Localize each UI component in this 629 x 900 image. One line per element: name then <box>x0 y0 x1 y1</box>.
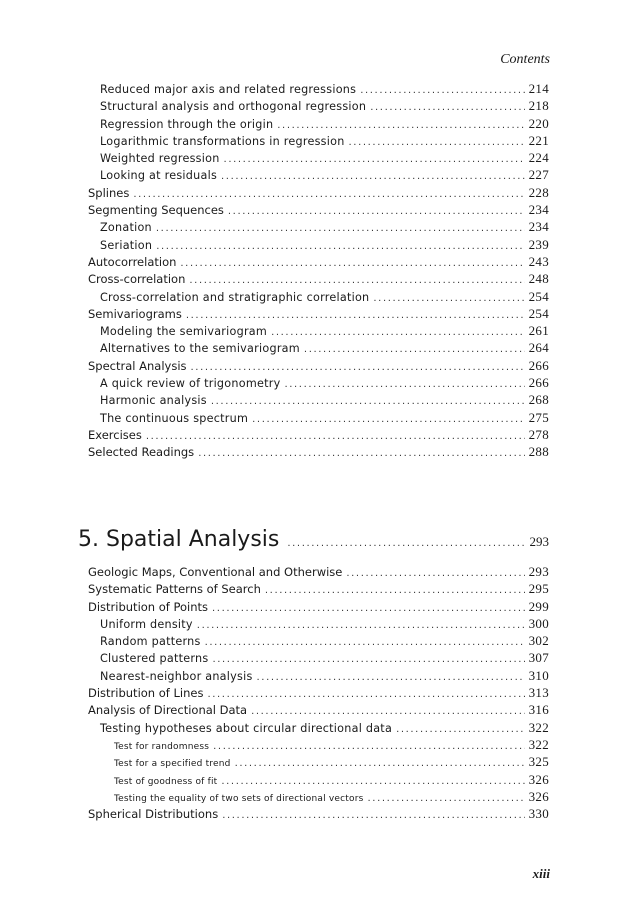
toc-entry-title: Spectral Analysis <box>88 358 187 373</box>
toc-entry[interactable] <box>88 270 549 287</box>
dot-leader <box>224 151 525 166</box>
toc-entry[interactable] <box>88 788 549 805</box>
toc-entry-title: Systematic Patterns of Search <box>88 582 261 597</box>
toc-entry-page: 214 <box>528 81 549 96</box>
toc-entry[interactable] <box>88 701 549 718</box>
toc-entry[interactable] <box>88 426 549 443</box>
running-header: Contents <box>500 52 550 67</box>
dot-leader <box>180 255 524 270</box>
toc-entry[interactable] <box>88 115 549 132</box>
dot-leader <box>221 168 525 183</box>
toc-entry-page: 221 <box>528 132 549 148</box>
toc-entry[interactable] <box>88 753 549 770</box>
toc-entry-title: Analysis of Directional Data <box>88 703 248 718</box>
dot-leader <box>360 82 524 97</box>
toc-entry-page: 268 <box>528 392 549 408</box>
dot-leader <box>257 669 525 684</box>
toc-entry-title: Semivariograms <box>88 306 182 321</box>
dot-leader <box>396 721 525 736</box>
toc-entry-title: Testing the equality of two sets of directional vectors <box>114 793 364 804</box>
toc-entry[interactable] <box>88 598 549 615</box>
toc-entry-title: Exercises <box>88 427 142 442</box>
dot-leader <box>189 272 524 287</box>
toc-entry[interactable] <box>88 391 549 408</box>
toc-entry-page: 302 <box>528 633 549 649</box>
toc-entry[interactable] <box>88 374 549 391</box>
toc-entry[interactable] <box>88 684 549 701</box>
toc-entry-title: The continuous spectrum <box>100 411 249 425</box>
dot-leader <box>221 773 524 788</box>
dot-leader <box>370 99 524 114</box>
toc-entry[interactable] <box>88 357 549 374</box>
dot-leader <box>211 393 525 408</box>
toc-entry[interactable] <box>88 322 549 339</box>
toc-entry-page: 293 <box>528 564 549 579</box>
toc-entry-title: Splines <box>88 185 130 200</box>
toc-entry-page: 310 <box>528 667 549 683</box>
toc-entry[interactable] <box>88 236 549 253</box>
toc-entry-page: 278 <box>528 426 549 442</box>
toc-entry-title: Structural analysis and orthogonal regression <box>100 100 367 114</box>
toc-entry-page: 239 <box>528 236 549 252</box>
toc-entry-title: Autocorrelation <box>88 254 177 269</box>
toc-list-chapter-5 <box>88 563 549 822</box>
toc-entry-page: 234 <box>528 219 549 235</box>
dot-leader <box>277 117 524 132</box>
toc-entry-title: Weighted regression <box>100 152 220 166</box>
dot-leader <box>252 411 524 426</box>
toc-entry-page: 299 <box>528 598 549 614</box>
toc-entry-page: 275 <box>528 409 549 425</box>
toc-entry-page: 307 <box>528 650 549 666</box>
toc-entry-page: 234 <box>528 202 549 218</box>
toc-entry-title: Modeling the semivariogram <box>100 325 268 339</box>
toc-entry-title: Distribution of Points <box>88 599 209 614</box>
dot-leader <box>265 582 525 597</box>
toc-entry-title: Reduced major axis and related regressions <box>100 83 357 96</box>
toc-entry-title: Testing hypotheses about circular directional data <box>100 721 393 735</box>
dot-leader <box>212 600 525 615</box>
toc-entry-page: 264 <box>528 340 549 356</box>
dot-leader <box>213 738 524 753</box>
dot-leader <box>133 186 524 201</box>
dot-leader <box>198 445 524 460</box>
dot-leader <box>207 686 524 701</box>
toc-list-continued <box>88 80 549 461</box>
toc-entry-title: Distribution of Lines <box>88 686 204 701</box>
dot-leader <box>373 290 524 305</box>
toc-entry[interactable] <box>88 615 549 632</box>
toc-entry[interactable] <box>88 667 549 684</box>
toc-entry-title: Uniform density <box>100 617 193 631</box>
dot-leader <box>222 807 524 822</box>
toc-entry-title: Cross-correlation and stratigraphic correlation <box>100 290 370 304</box>
toc-entry-title: Nearest-neighbor analysis <box>100 669 253 683</box>
toc-entry[interactable] <box>88 443 549 460</box>
toc-entry-title: Geologic Maps, Conventional and Otherwise <box>88 565 343 579</box>
toc-entry-page: 243 <box>528 253 549 269</box>
dot-leader <box>146 428 525 443</box>
toc-entry[interactable] <box>88 132 549 149</box>
dot-leader <box>346 565 524 580</box>
toc-entry-page: 316 <box>528 702 549 718</box>
toc-entry-page: 248 <box>528 271 549 287</box>
toc-entry-page: 227 <box>528 167 549 183</box>
toc-entry-title: Looking at residuals <box>100 169 218 183</box>
toc-entry-page: 288 <box>528 444 549 460</box>
toc-entry-page: 254 <box>528 305 549 321</box>
toc-entry-page: 295 <box>528 581 549 597</box>
toc-entry-page: 224 <box>528 150 549 166</box>
toc-entry-title: Harmonic analysis <box>100 394 207 408</box>
dot-leader <box>197 617 525 632</box>
dot-leader <box>368 790 525 805</box>
toc-entry-title: Zonation <box>100 221 152 235</box>
dot-leader <box>287 538 525 549</box>
toc-entry[interactable] <box>88 580 549 597</box>
toc-entry-title: Cross-correlation <box>88 272 186 287</box>
chapter-page-number: 293 <box>529 534 549 549</box>
toc-entry[interactable] <box>88 218 549 235</box>
toc-entry-page: 228 <box>528 184 549 200</box>
toc-entry-page: 326 <box>528 771 549 787</box>
chapter-heading[interactable] <box>78 527 549 552</box>
toc-entry-page: 330 <box>528 806 549 822</box>
toc-entry-title: Alternatives to the semivariogram <box>100 342 300 356</box>
toc-entry[interactable] <box>88 719 549 736</box>
dot-leader <box>191 359 525 374</box>
dot-leader <box>228 203 525 218</box>
toc-entry-title: Test for randomness <box>114 741 210 752</box>
dot-leader <box>205 634 525 649</box>
dot-leader <box>235 755 525 770</box>
page-folio: xiii <box>532 866 550 881</box>
dot-leader <box>156 220 525 235</box>
toc-entry-title: Random patterns <box>100 635 201 649</box>
toc-entry-page: 218 <box>528 98 549 114</box>
toc-entry-title: Clustered patterns <box>100 652 209 666</box>
toc-entry-page: 326 <box>528 788 549 804</box>
toc-entry-title: Test for a specified trend <box>114 759 231 770</box>
toc-entry-page: 325 <box>528 754 549 770</box>
chapter-title: 5. Spatial Analysis <box>78 527 280 552</box>
toc-entry-title: Selected Readings <box>88 445 195 460</box>
dot-leader <box>186 307 525 322</box>
dot-leader <box>251 703 525 718</box>
dot-leader <box>349 134 525 149</box>
dot-leader <box>284 376 524 391</box>
dot-leader <box>304 341 525 356</box>
toc-entry-page: 254 <box>528 288 549 304</box>
toc-entry[interactable] <box>88 339 549 356</box>
toc-entry[interactable] <box>88 563 549 580</box>
toc-entry-page: 322 <box>528 736 549 752</box>
toc-entry[interactable] <box>88 409 549 426</box>
toc-entry[interactable] <box>88 649 549 666</box>
toc-entry-page: 266 <box>528 375 549 391</box>
toc-entry[interactable] <box>88 771 549 788</box>
toc-entry-title: Test of goodness of fit <box>114 776 218 787</box>
toc-entry[interactable] <box>88 288 549 305</box>
toc-entry-title: Logarithmic transformations in regression <box>100 134 345 148</box>
toc-entry-page: 322 <box>528 719 549 735</box>
toc-entry-page: 266 <box>528 357 549 373</box>
toc-entry[interactable] <box>88 80 549 97</box>
toc-entry-title: A quick review of trigonometry <box>100 377 281 391</box>
toc-entry[interactable] <box>88 184 549 201</box>
toc-entry[interactable] <box>88 805 549 822</box>
toc-entry-title: Segmenting Sequences <box>88 203 224 218</box>
toc-entry[interactable] <box>88 201 549 218</box>
dot-leader <box>156 238 524 253</box>
toc-entry[interactable] <box>88 736 549 753</box>
toc-entry-page: 300 <box>528 615 549 631</box>
toc-entry[interactable] <box>88 166 549 183</box>
toc-entry-page: 261 <box>528 323 549 339</box>
toc-entry[interactable] <box>88 253 549 270</box>
toc-entry[interactable] <box>88 632 549 649</box>
toc-entry-title: Seriation <box>100 238 153 252</box>
toc-entry[interactable] <box>88 305 549 322</box>
dot-leader <box>271 324 525 339</box>
toc-entry-title: Regression through the origin <box>100 117 274 131</box>
toc-entry[interactable] <box>88 97 549 114</box>
toc-entry-title: Spherical Distributions <box>88 807 219 822</box>
toc-entry[interactable] <box>88 149 549 166</box>
toc-entry-page: 220 <box>528 115 549 131</box>
dot-leader <box>212 651 524 666</box>
toc-entry-page: 313 <box>528 685 549 701</box>
